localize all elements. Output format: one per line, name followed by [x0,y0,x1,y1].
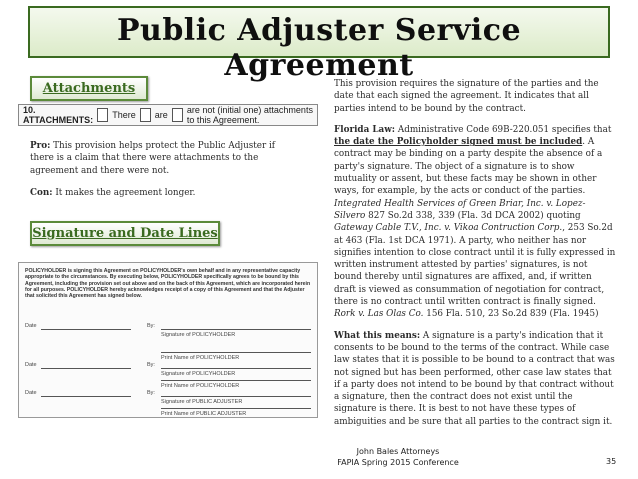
what-this-means-text: A signature is a party's indication that it consents to be bound to the terms of the contract. While case law states that it is possible to be bound to a contract that was not signed but has been performed, other case law states that if a party does not intend to be bound by that contract without a signature, then the contract does not exist until the signature is there. It is best to not have these types of ambiguities and be sure that all parties to the contract sign it. [334,330,615,427]
row-caption-1: Signature of POLICYHOLDER [161,332,236,338]
by-label-3: By: [147,390,155,396]
row-caption-3: Signature of POLICYHOLDER [161,371,236,377]
are-checkbox [140,108,151,122]
date-label-1: Date [25,323,37,329]
signature-line-3 [161,368,311,369]
florida-law-text-2: . A contract may be binding on a party despite the absence of a party's signature. The object of a signature is to show mutuality or assent, but these facts may be shown in other ways, for example, by the acts or conduct of the parties. [334,137,603,197]
are-label: are [154,110,168,120]
signature-line-2 [161,352,311,353]
signature-line-4 [161,380,311,381]
signature-line-1 [161,329,311,330]
row-caption-4: Print Name of POLICYHOLDER [161,383,240,389]
pro-text: This provision helps protect the Public Adjuster if there is a claim that there were attachments to the agreement and there were not. [30,141,276,176]
pro-paragraph [30,140,290,177]
signature-form-text: POLICYHOLDER is signing this Agreement on POLICYHOLDER's own behalf and in any representative capacity appropriate to the circumstances. By executing below, POLICYHOLDER specifically agrees to be bound by this Agreement, including the provision set out above and on the back of this Agreement, which are incorporated herein for all purposes. POLICYHOLDER hereby acknowledges receipt of a copy of this Agreement and that the Adjuster that solicited this Agreement has signed below. [25,268,311,300]
case-citation-2: Gateway Cable T.V., Inc. v. Vikoa Contruction Corp. [334,223,563,234]
page-title: Public Adjuster Service Agreement [116,13,522,83]
title-banner [28,6,610,83]
case-citation-3: Rork v. Las Olas Co. [334,309,424,320]
by-label-2: By: [147,362,155,368]
by-label-1: By: [147,323,155,329]
there-label: There [112,110,136,120]
con-paragraph [30,187,290,199]
date-label-3: Date [25,390,37,396]
footer [320,446,476,468]
what-this-means-paragraph [334,330,616,428]
signature-line-5 [161,396,311,397]
right-column [334,78,616,437]
signature-line-6 [161,408,311,409]
row-caption-6: Print Name of PUBLIC ADJUSTER [161,411,247,417]
attachments-heading: Attachments [30,76,148,101]
signature-heading: Signature and Date Lines [30,221,220,246]
pro-label: Pro: [30,141,51,151]
florida-law-underlined: the date the Policyholder signed must be included [334,137,583,148]
footer-line-2: FAPIA Spring 2015 Conference [337,458,459,467]
florida-law-text-4: , 253 So.2d at 463 (Fla. 1st DCA 1971). A party, who neither has nor signifies intention to close contract until it is fully expressed in written instrument attested by parties' signatures, is not bound thereby until signatures are affixed, and, if written draft is viewed as consummation of negotiation for contract, there is no contract until written contract is finally signed. [334,223,616,308]
attachments-form-prefix: 10. ATTACHMENTS: [23,105,94,125]
attachments-form-clip [18,104,318,126]
row-caption-5: Signature of PUBLIC ADJUSTER [161,399,243,405]
date-label-2: Date [25,362,37,368]
con-label: Con: [30,188,53,198]
date-line-3 [41,396,131,397]
are-not-label: are not (initial one) attachments to this Agreement. [186,105,313,125]
intro-paragraph: This provision requires the signature of the parties and the date that each signed the agreement. It indicates that all parties intend to be bound by the contract. [334,79,599,114]
florida-law-text-1: Administrative Code 69B-220.051 specifies that [397,124,612,135]
case-citation-1: Integrated Health Services of Green Briar, Inc. v. Lopez-Silvero [334,198,586,221]
date-line-1 [41,329,131,330]
page-number: 35 [606,457,617,466]
florida-law-label: Florida Law: [334,124,396,135]
footer-line-1: John Bales Attorneys [356,447,440,456]
row-caption-2: Print Name of POLICYHOLDER [161,355,240,361]
florida-law-paragraph [334,124,616,321]
florida-law-text-3: 827 So.2d 338, 339 (Fla. 3d DCA 2002) quoting [368,210,581,221]
date-line-2 [41,368,131,369]
signature-form-clip [18,262,318,418]
florida-law-text-5: 156 Fla. 510, 23 So.2d 839 (Fla. 1945) [426,309,599,320]
are-not-checkbox [172,108,183,122]
what-this-means-label: What this means: [334,330,421,341]
con-text: It makes the agreement longer. [55,188,196,198]
there-checkbox [97,108,108,122]
